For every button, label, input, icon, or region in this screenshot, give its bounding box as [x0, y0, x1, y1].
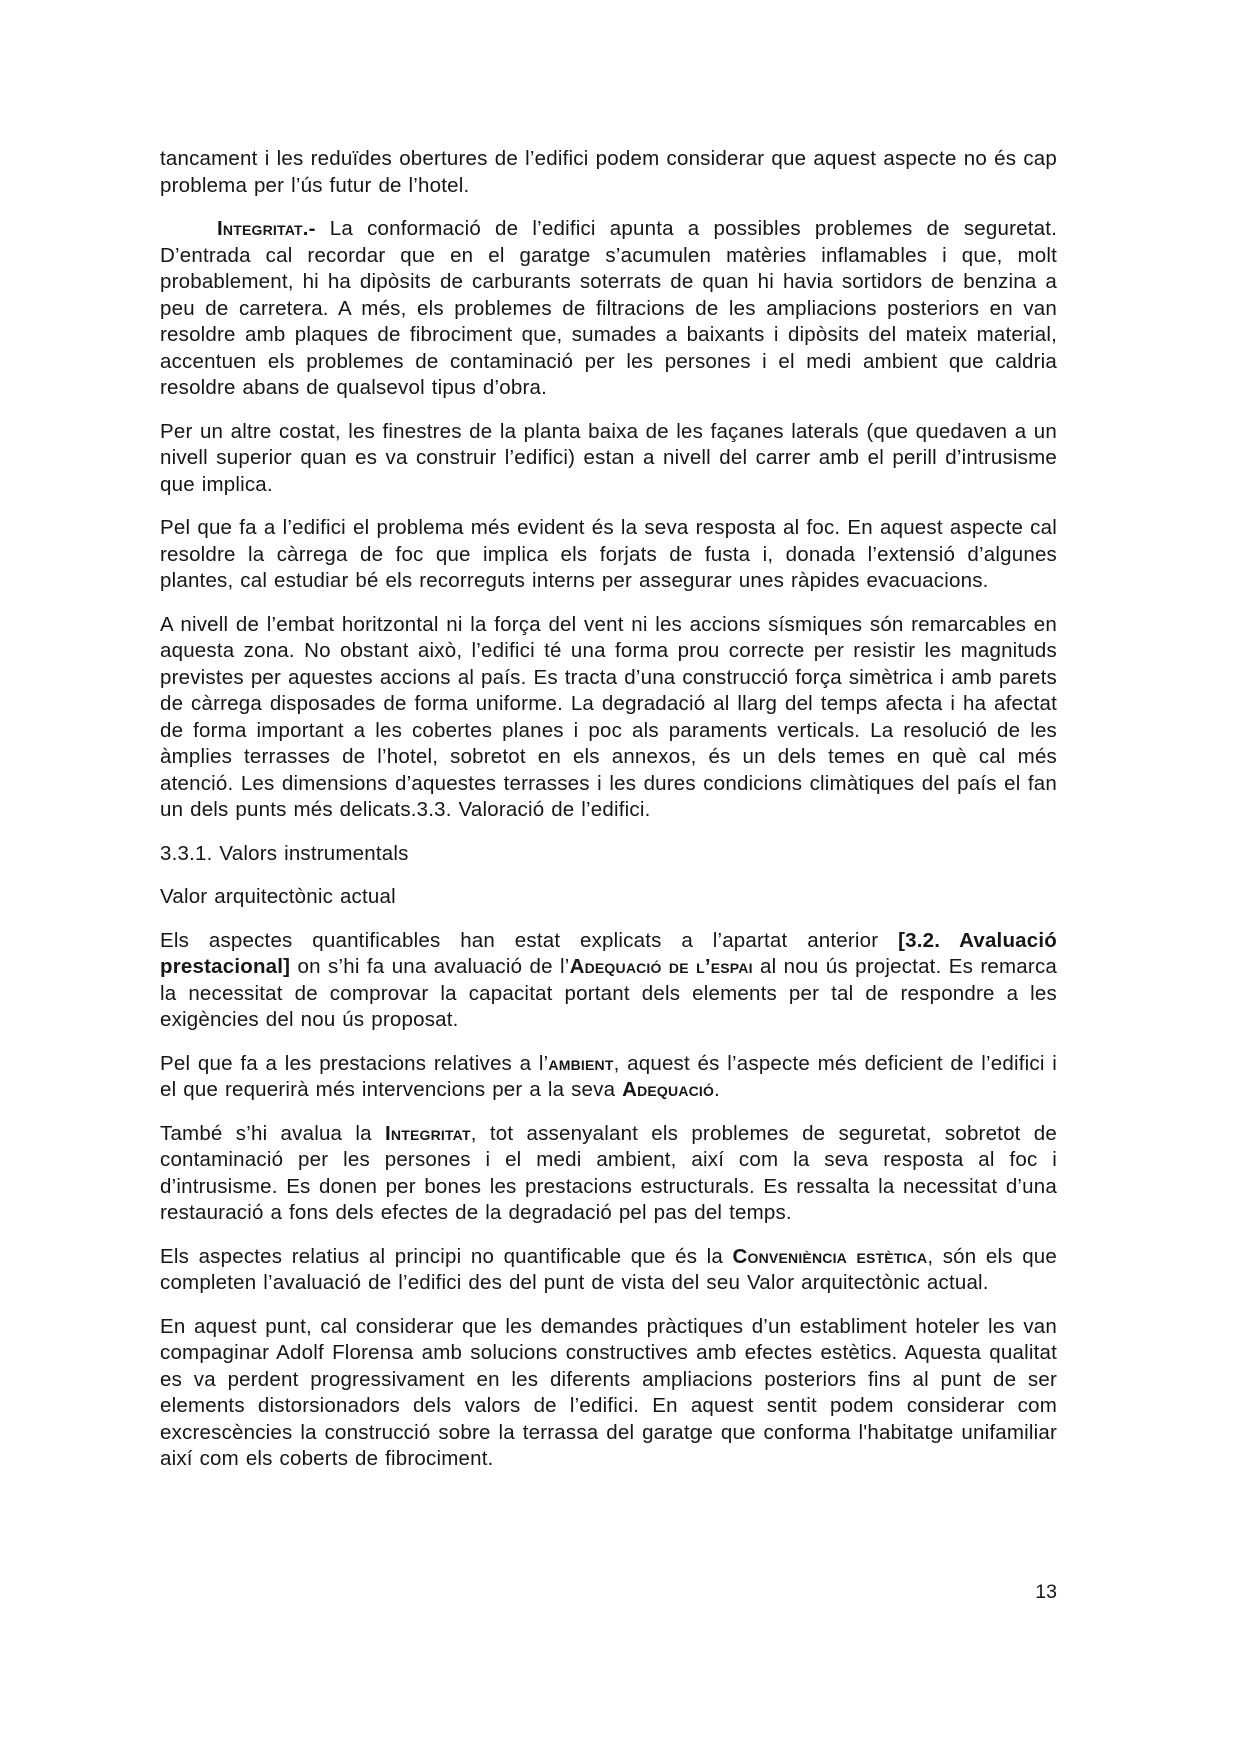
paragraph: [160, 216, 1057, 402]
text-run: tancament i les reduïdes obertures de l’edifici podem considerar que aquest aspecte no és cap problema per l’ús futur de l’hotel.: [160, 147, 1057, 197]
text-run: al nou ús projectat. Es remarca la necessitat de comprovar la capacitat portant dels elements per tal de respondre a les exigències del nou ús proposat.: [160, 955, 1057, 1031]
small-caps-term: Adequació de l’espai: [569, 955, 753, 978]
section-heading: [160, 841, 1057, 868]
text-run: , aquest és l’aspecte més deficient de l’edifici i el que requerirà més intervencions per a la seva: [160, 1051, 1057, 1101]
paragraph: [160, 612, 1057, 824]
paragraph: [160, 1121, 1057, 1227]
small-caps-term: Integritat.-: [217, 217, 316, 240]
text-run: En aquest punt, cal considerar que les demandes pràctiques d’un establiment hoteler les van compaginar Adolf Florensa amb solucions constructives amb efectes estètics. Aquesta qualitat es va perdent progressivament en les diferents ampliacions posteriors fins al punt de ser elements distorsionadors dels valors de l’edifici. En aquest sentit podem considerar com excrescències la construcció sobre la terrassa del garatge que conforma l'habitatge unifamiliar així com els coberts de fibrociment.: [160, 1314, 1057, 1470]
text-run: Pel que fa a les prestacions relatives a l’: [160, 1051, 549, 1075]
paragraph: [160, 1051, 1057, 1104]
small-caps-term: Adequació: [622, 1078, 715, 1101]
text-run: on s’hi fa una avaluació de l’: [290, 955, 570, 978]
paragraph: [160, 1314, 1057, 1473]
small-caps-term: Integritat: [384, 1121, 471, 1145]
small-caps-term: ambient: [548, 1051, 614, 1075]
text-run: .: [714, 1078, 721, 1101]
page-number: 13: [1035, 1581, 1057, 1603]
bold-reference: [3.2. Avaluació prestacional]: [160, 928, 1057, 978]
text-run: , tot assenyalant els problemes de seguretat, sobretot de contaminació per les persones i el medi ambient, així com la seva resposta al foc i d’intrusisme. Es donen per bones les prestacions estructurals. Es ressalta la necessitat d’una restauració a fons dels efectes de la degradació pel pas del temps.: [160, 1121, 1058, 1224]
small-caps-term: Conveniència estètica: [732, 1244, 928, 1268]
text-run: , són els que completen l’avaluació de l’edifici des del punt de vista del seu Valor arquitectònic actual.: [160, 1244, 1057, 1294]
text-run: Pel que fa a l’edifici el problema més evident és la seva resposta al foc. En aquest aspecte cal resoldre la càrrega de foc que implica els forjats de fusta i, donada l’extensió d’algunes plantes, cal estudiar bé els recorreguts interns per assegurar unes ràpides evacuacions.: [160, 516, 1057, 592]
paragraph: [160, 146, 1057, 199]
paragraph: [160, 515, 1057, 595]
document-body: [160, 146, 1057, 1490]
text-run: 3.3.1. Valors instrumentals: [160, 841, 409, 865]
text-run: A nivell de l’embat horitzontal ni la força del vent ni les accions sísmiques són remarcables en aquesta zona. No obstant això, l’edifici té una forma prou correcte per resistir les magnituds previstes per aquestes accions al país. Es tracta d’una construcció força simètrica i amb parets de càrrega disposades de forma uniforme. La degradació al llarg del temps afecta i ha afectat de forma important a les cobertes planes i poc als paraments verticals. La resolució de les àmplies terrasses de l’hotel, sobretot en els annexos, és un dels temes en què cal més atenció. Les dimensions d’aquestes terrasses i les dures condicions climàtiques del país el fan un dels punts més delicats.3.3. Valoració de l’edifici.: [160, 612, 1057, 821]
text-run: També s’hi avalua la: [160, 1121, 385, 1145]
paragraph: [160, 1244, 1057, 1297]
text-run: Valor arquitectònic actual: [160, 885, 396, 908]
text-run: Per un altre costat, les finestres de la planta baixa de les façanes laterals (que quedaven a un nivell superior quan es va construir l’edifici) estan a nivell del carrer amb el perill d’intrusisme que implica.: [160, 419, 1057, 496]
text-run: La conformació de l’edifici apunta a possibles problemes de seguretat. D’entrada cal recordar que en el garatge s’acumulen matèries inflamables i que, molt probablement, hi ha dipòsits de carburants soterrats de quan hi havia sortidors de benzina a peu de carretera. A més, els problemes de filtracions de les ampliacions posteriors en van resoldre amb plaques de fibrociment que, sumades a baixants i dipòsits del mateix material, accentuen els problemes de contaminació per les persones i el medi ambient que caldria resoldre abans de qualsevol tipus d’obra.: [160, 217, 1057, 399]
paragraph: [160, 928, 1057, 1034]
section-heading: [160, 884, 1057, 911]
text-run: Els aspectes relatius al principi no quantificable que és la: [160, 1244, 733, 1268]
paragraph: [160, 419, 1057, 499]
text-run: Els aspectes quantificables han estat explicats a l’apartat anterior: [160, 928, 899, 952]
